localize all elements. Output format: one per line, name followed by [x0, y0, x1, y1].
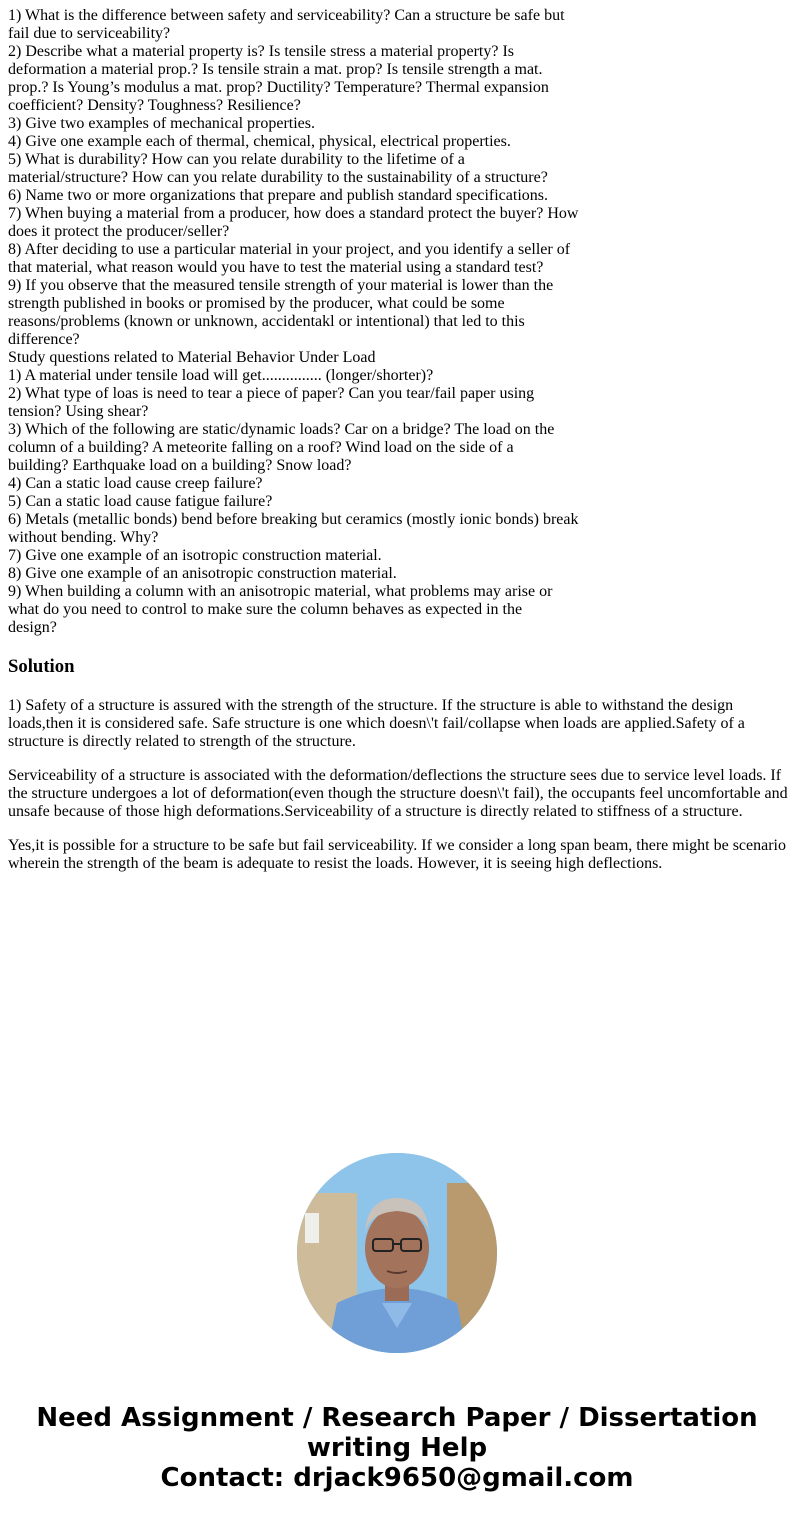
question-line: material/structure? How can you relate durability to the sustainability of a structure?: [8, 169, 548, 186]
questions-block: [8, 7, 608, 637]
solution-paragraph: Yes,it is possible for a structure to be safe but fail serviceability. If we consider a long span beam, there might be scenario wherein the strength of the beam is adequate to resist the loads. However, it is seeing high deflections.: [8, 837, 786, 872]
footer-line: Need Assignment / Research Paper / Dissertation: [36, 1403, 758, 1433]
author-avatar: [297, 1153, 497, 1353]
question-line: without bending. Why?: [8, 529, 159, 546]
question-line: tension? Using shear?: [8, 403, 149, 420]
question-line: 1) What is the difference between safety and serviceability? Can a structure be safe but: [8, 7, 565, 24]
footer-contact: Contact: drjack9650@gmail.com: [160, 1463, 634, 1493]
question-line: reasons/problems (known or unknown, accidentakl or intentional) that led to this: [8, 313, 525, 330]
question-line: 4) Give one example each of thermal, chemical, physical, electrical properties.: [8, 133, 511, 150]
solution-paragraph: 1) Safety of a structure is assured with the strength of the structure. If the structure is able to withstand the design loads,then it is considered safe. Safe structure is one which doesn\'t fail/collapse when loads are applied.Safety of a structure is directly related to strength of the structure.: [8, 697, 745, 750]
question-line: column of a building? A meteorite falling on a roof? Wind load on the side of a: [8, 439, 514, 456]
question-line: 1) A material under tensile load will get............... (longer/shorter)?: [8, 367, 434, 384]
question-line: 4) Can a static load cause creep failure?: [8, 475, 263, 492]
solution-body: [8, 697, 788, 889]
question-line: fail due to serviceability?: [8, 25, 171, 42]
question-line: 9) If you observe that the measured tensile strength of your material is lower than the: [8, 277, 554, 294]
question-line: 7) When buying a material from a producer, how does a standard protect the buyer? How: [8, 205, 579, 222]
question-line: 5) What is durability? How can you relate durability to the lifetime of a: [8, 151, 465, 168]
question-line: 6) Metals (metallic bonds) bend before breaking but ceramics (mostly ionic bonds) break: [8, 511, 579, 528]
question-line: 9) When building a column with an anisotropic material, what problems may arise or: [8, 583, 553, 600]
question-line: 2) What type of loas is need to tear a piece of paper? Can you tear/fail paper using: [8, 385, 535, 402]
question-line: 7) Give one example of an isotropic construction material.: [8, 547, 382, 564]
question-line: difference?: [8, 331, 80, 348]
question-line: 8) After deciding to use a particular material in your project, and you identify a seller of: [8, 241, 571, 258]
question-line: does it protect the producer/seller?: [8, 223, 230, 240]
question-line: 6) Name two or more organizations that prepare and publish standard specifications.: [8, 187, 548, 204]
question-line: prop.? Is Young’s modulus a mat. prop? Ductility? Temperature? Thermal expansion: [8, 79, 549, 96]
question-line: 3) Which of the following are static/dynamic loads? Car on a bridge? The load on the: [8, 421, 555, 438]
footer-banner: [0, 1403, 794, 1493]
question-line: coefficient? Density? Toughness? Resilience?: [8, 97, 301, 114]
solution-paragraph: Serviceability of a structure is associated with the deformation/deflections the structure sees due to service level loads. If the structure undergoes a lot of deformation(even though the structure doesn\'t fail), the occupants feel uncomfortable and unsafe because of those high deformations.Serviceability of a structure is directly related to stiffness of a structure.: [8, 767, 788, 820]
question-line: deformation a material prop.? Is tensile strain a mat. prop? Is tensile strength a mat.: [8, 61, 543, 78]
question-line: strength published in books or promised by the producer, what could be some: [8, 295, 505, 312]
question-line: 5) Can a static load cause fatigue failure?: [8, 493, 273, 510]
question-line: design?: [8, 619, 57, 636]
question-line: building? Earthquake load on a building? Snow load?: [8, 457, 352, 474]
section-subtitle: Study questions related to Material Behavior Under Load: [8, 349, 376, 366]
question-line: 8) Give one example of an anisotropic construction material.: [8, 565, 397, 582]
question-line: what do you need to control to make sure the column behaves as expected in the: [8, 601, 523, 618]
question-line: 3) Give two examples of mechanical properties.: [8, 115, 315, 132]
question-line: that material, what reason would you have to test the material using a standard test?: [8, 259, 544, 276]
footer-line: writing Help: [306, 1433, 488, 1463]
author-portrait-icon: [297, 1153, 497, 1353]
solution-heading: Solution: [8, 656, 75, 677]
question-line: 2) Describe what a material property is? Is tensile stress a material property? Is: [8, 43, 515, 60]
